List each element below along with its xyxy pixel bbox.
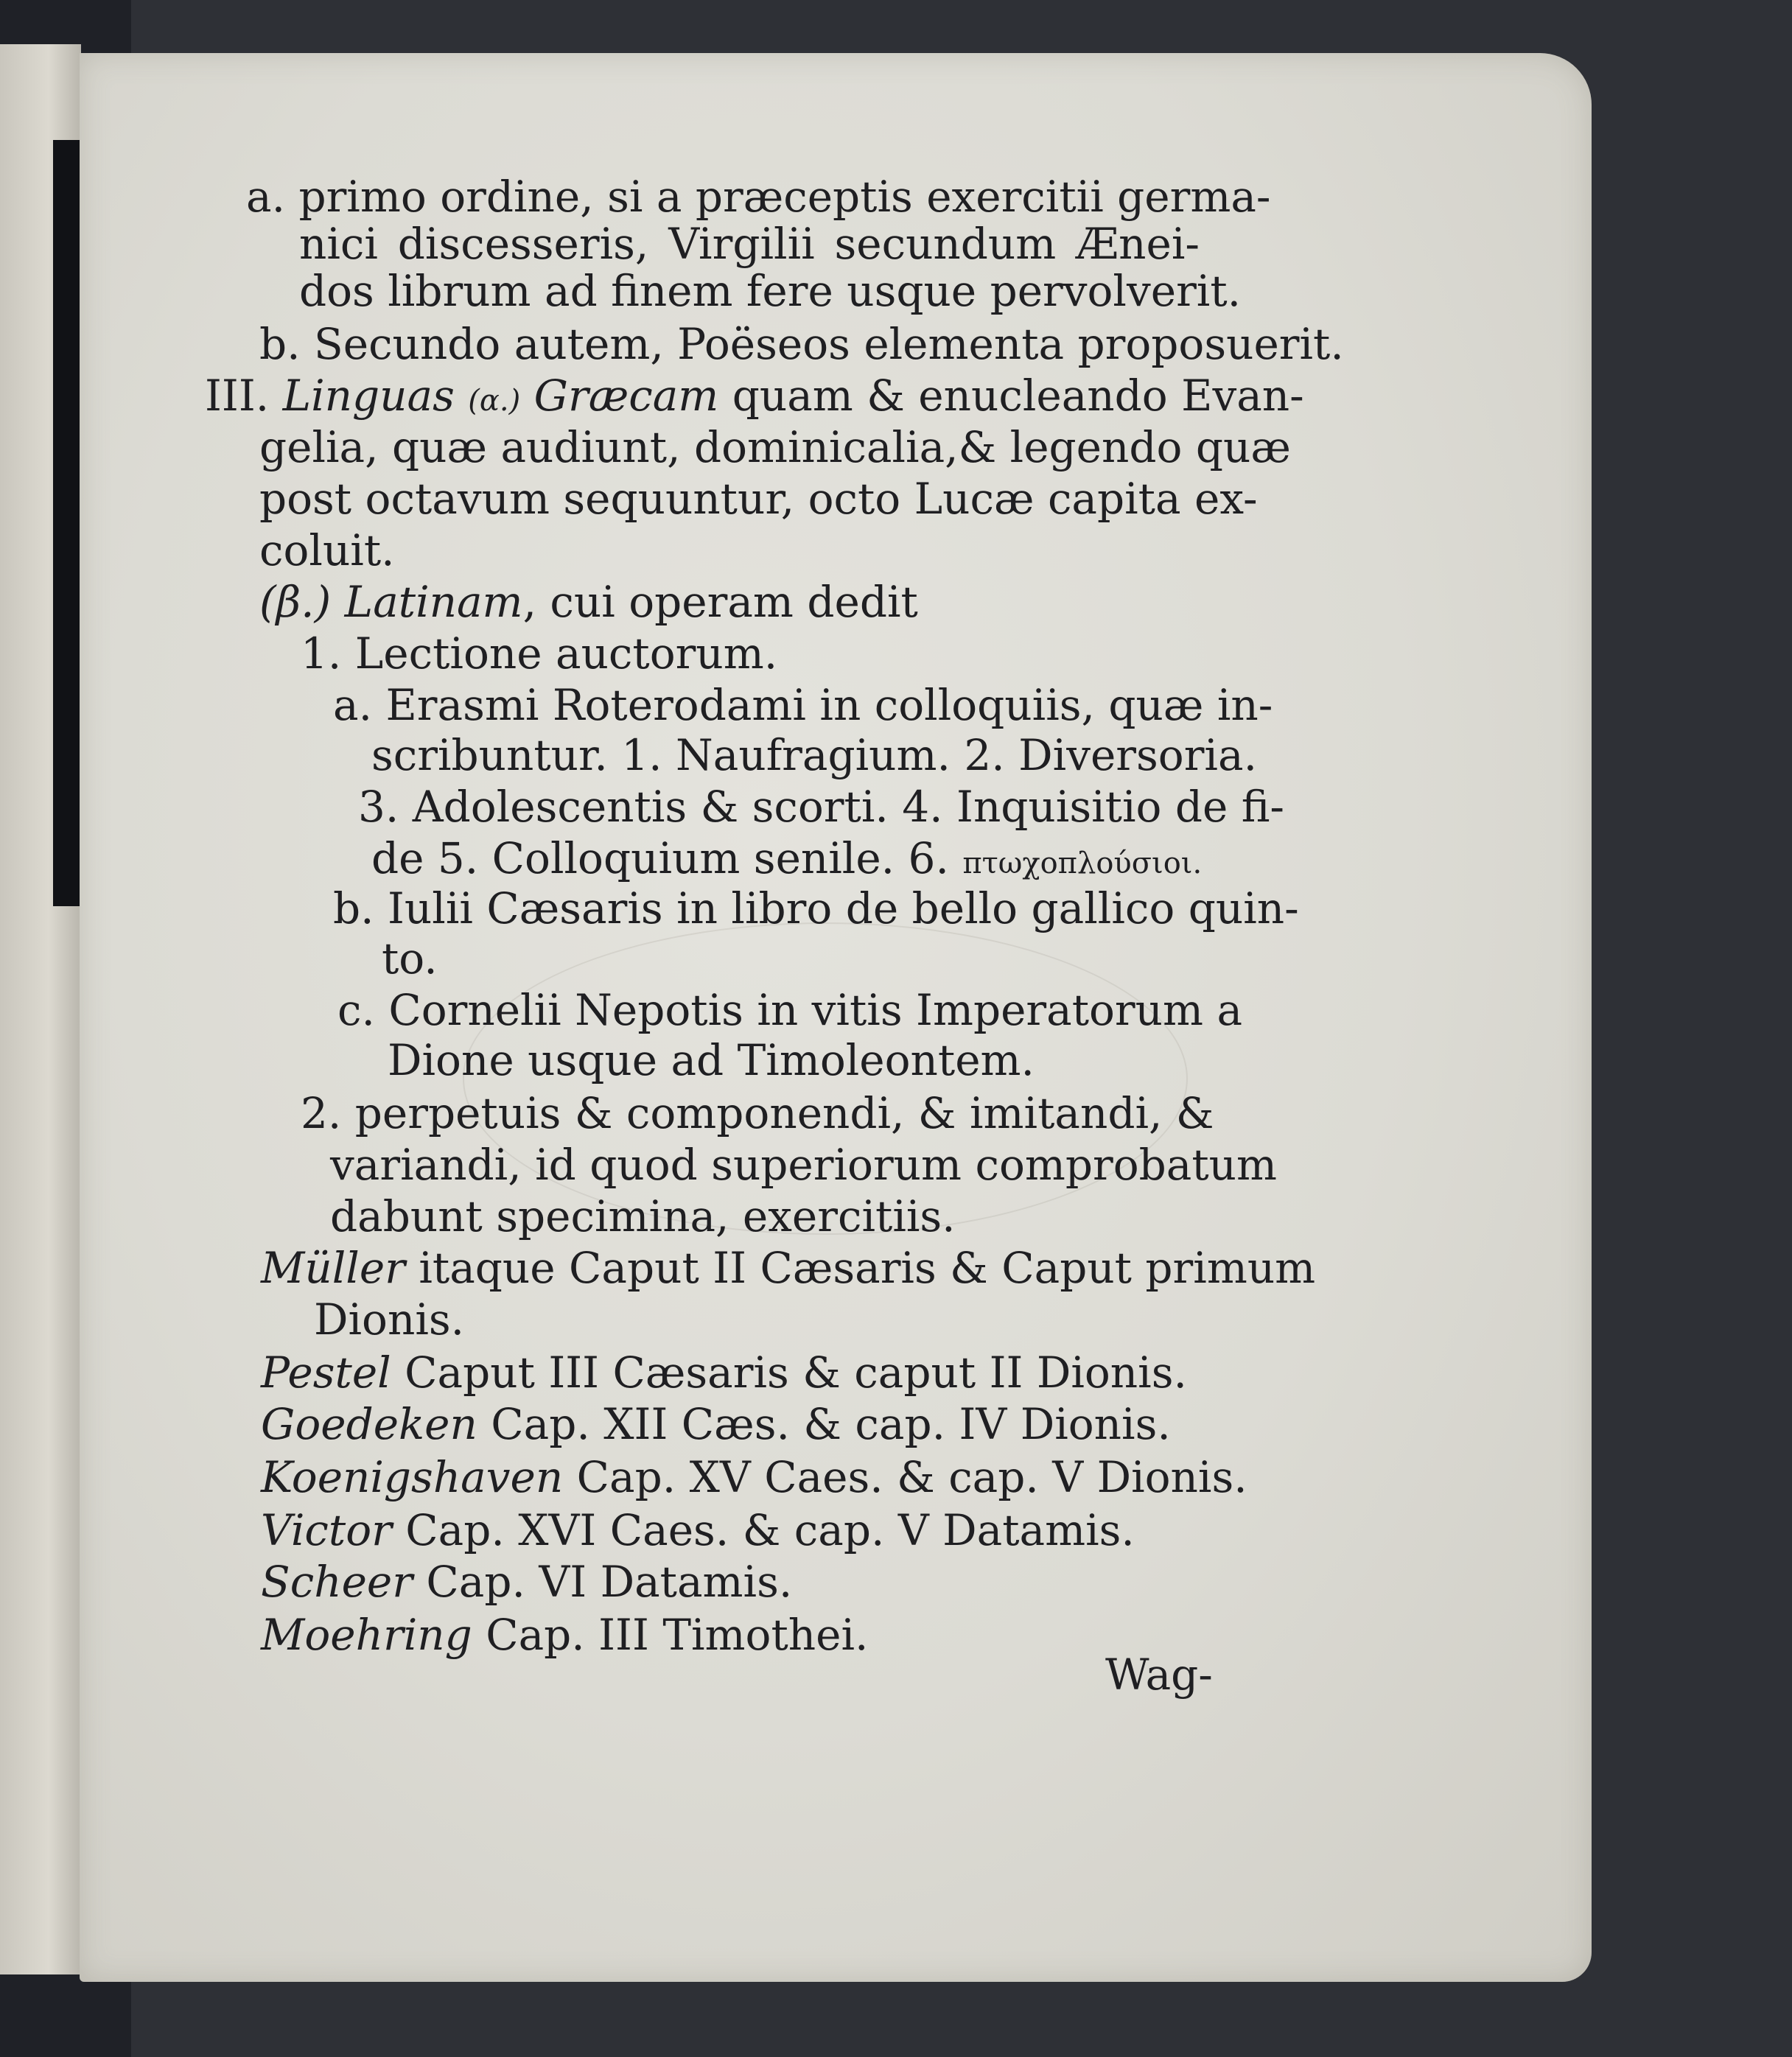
text-line: scribuntur. 1. Naufragium. 2. Diversoria.: [371, 730, 1257, 780]
text-line: III. Linguas (α.) Græcam quam & enucleando Evan-: [205, 371, 1304, 421]
text-line: Dionis.: [314, 1294, 465, 1345]
text-line: post octavum sequuntur, octo Lucæ capita ex-: [259, 474, 1258, 524]
text-line: Dione usque ad Timoleontem.: [388, 1035, 1035, 1085]
text-line: Moehring Cap. III Timothei.: [261, 1610, 869, 1660]
text-line: coluit.: [259, 525, 395, 575]
text-line: dabunt specimina, exercitiis.: [330, 1191, 956, 1241]
text-line: 3. Adolescentis & scorti. 4. Inquisitio de fi-: [358, 782, 1285, 832]
catchword: Wag-: [1105, 1650, 1213, 1700]
text-line: Scheer Cap. VI Datamis.: [261, 1557, 793, 1607]
text-line: 1. Lectione auctorum.: [301, 628, 778, 679]
text-line: Goedeken Cap. XII Cæs. & cap. IV Dionis.: [261, 1399, 1171, 1449]
text-line: Victor Cap. XVI Caes. & cap. V Datamis.: [261, 1505, 1135, 1555]
text-line: gelia, quæ audiunt, dominicalia,& legendo quæ: [259, 422, 1291, 472]
text-line: variandi, id quod superiorum comprobatum: [330, 1140, 1278, 1190]
text-line: dos librum ad finem fere usque pervolverit.: [299, 266, 1242, 316]
text-line: de 5. Colloquium senile. 6. πτωχοπλούσιοι.: [371, 833, 1203, 883]
text-line: to.: [382, 933, 438, 984]
text-line: Koenigshaven Cap. XV Caes. & cap. V Dionis.: [261, 1452, 1247, 1502]
text-line: 2. perpetuis & componendi, & imitandi, &: [301, 1088, 1214, 1138]
text-line: Müller itaque Caput II Cæsaris & Caput primum: [261, 1243, 1316, 1293]
text-line: b. Iulii Cæsaris in libro de bello gallico quin-: [333, 883, 1299, 933]
text-line: a. primo ordine, si a præceptis exercitii germa-: [246, 172, 1271, 222]
text-line: c. Cornelii Nepotis in vitis Imperatorum a: [337, 985, 1243, 1035]
text-line: a. Erasmi Roterodami in colloquiis, quæ in-: [333, 680, 1273, 730]
text-line: (β.) Latinam, cui operam dedit: [259, 577, 918, 627]
text-line: b. Secundo autem, Poëseos elementa proposuerit.: [259, 319, 1344, 369]
text-line: Pestel Caput III Cæsaris & caput II Dionis.: [261, 1348, 1187, 1398]
text-line: nici discesseris, Virgilii secundum Ænei-: [299, 219, 1200, 269]
